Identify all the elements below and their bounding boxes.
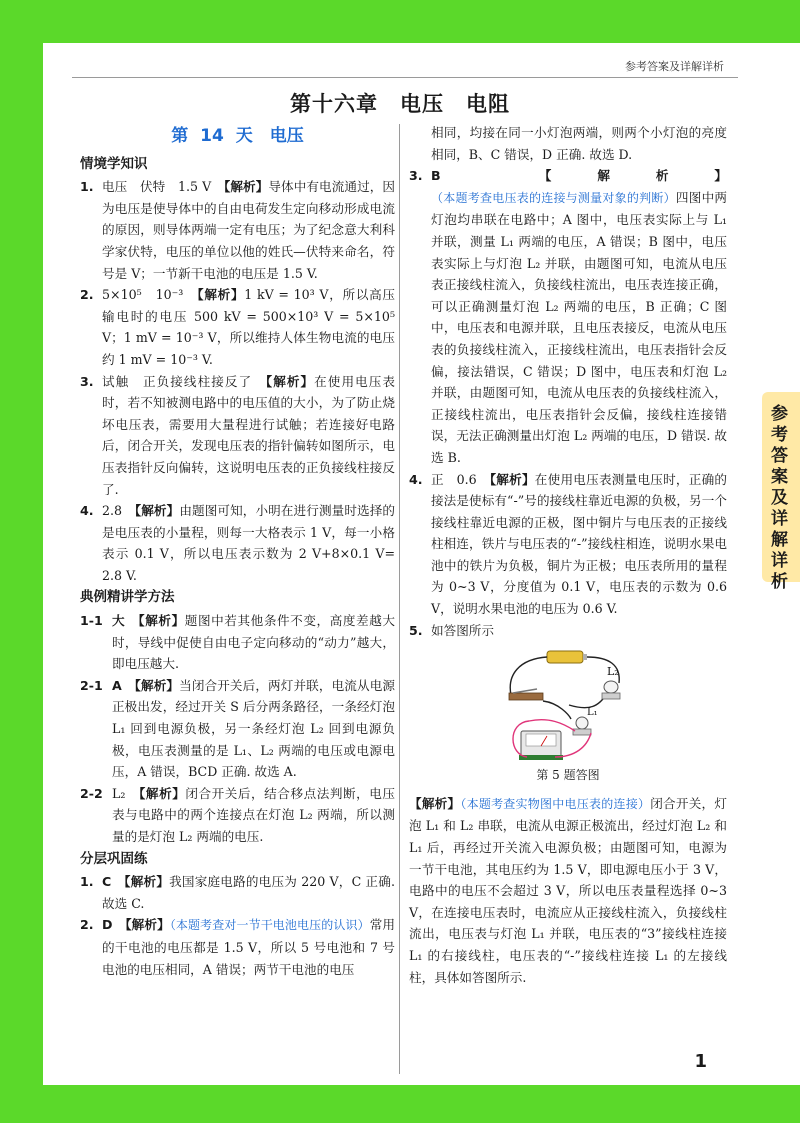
item-answer: 电压 伏特 1.5 V: [102, 179, 224, 195]
item-number: 2-2: [80, 785, 103, 801]
item-answer: B: [431, 168, 546, 184]
label-l1: L₁: [587, 707, 598, 719]
lamp-l2-icon: [604, 681, 618, 693]
analysis-tag: 【解析】: [134, 503, 180, 519]
example-item-2-1: [80, 675, 395, 783]
answer-5-analysis: [409, 793, 727, 988]
bottom-green-band: [0, 1085, 800, 1123]
answer-item-1: [80, 176, 395, 284]
day-title: 第 14 天 电压: [171, 126, 304, 146]
analysis-tag: 【解析】: [409, 795, 461, 811]
item-answer: C: [102, 874, 125, 890]
top-green-band: [0, 0, 800, 43]
item-number: 2-1: [80, 677, 103, 693]
header-rule: [72, 77, 738, 78]
side-tab-label: 参考答案及详解详析: [771, 404, 788, 592]
item-text: 如答图所示: [431, 622, 494, 638]
answer-item-4: [80, 500, 395, 586]
figure-caption: 第 5 题答图: [536, 768, 600, 783]
item-answer: 2.8: [102, 503, 135, 519]
item-text: 我国家庭电路的电压为 220 V，C 正确. 故选 C.: [102, 874, 395, 911]
column-divider: [399, 124, 400, 1074]
continued-text: 相同，均接在同一小灯泡两端，则两个小灯泡的亮度相同，B、C 错误，D 正确. 故选 D.: [431, 125, 727, 162]
right-column: [409, 122, 727, 988]
analysis-tag: 【解析】: [138, 613, 185, 629]
section-title-practice: 分层巩固练: [80, 850, 148, 867]
circuit-answer-figure: [499, 645, 639, 765]
item-number: 1-1: [80, 613, 103, 629]
item-text: 导体中有电流通过，因为电压是使导体中的自由电荷发生定向移动形成电流的原因，则导体两端一定有电压；为了纪念意大利科学家伏特，电压的单位以他的姓氏—伏特来命名，符号是 V；一节新干电池的电压是 1.5 V.: [102, 179, 396, 281]
example-item-2-2: [80, 783, 395, 848]
analysis-tag: 【解析】: [125, 917, 170, 933]
left-column: [80, 122, 395, 980]
item-number: 1.: [80, 179, 94, 195]
item-text: 1 kV = 10³ V，所以高压输电时的电压 500 kV = 500×10³ V = 5×10⁵ V；1 mV = 10⁻³ V，所以维持人体生物电流的电压约 1 mV = 10⁻³ V.: [102, 287, 396, 367]
item-number: 4.: [80, 503, 94, 519]
section-title-examples: 典例精讲学方法: [80, 589, 175, 606]
practice-item-3: [409, 165, 727, 468]
topic-note: （本题考查电压表的连接与测量对象的判断）: [431, 190, 676, 205]
item-text: 在使用电压表测量电压时，正确的接法是使标有“-”号的接线柱靠近电源的负极，另一个接线柱靠近电源的正极，图中铜片与电压表的正接线柱相连，铁片与电压表的“-”接线柱相连，说明水果电池中的铁片为负极，铜片为正极；电压表所用的量程为 0~3 V，分度值为 0.1 V，电压表的示数为 0.6 V，说明水果电池的电压为 0.6 V.: [431, 471, 728, 617]
practice-item-1: [80, 871, 395, 914]
topic-note: （本题考查实物图中电压表的连接）: [460, 796, 651, 811]
item-text: 当闭合开关后，两灯并联，电流从电源正极出发，经过开关 S 后分两条路径，一条经灯泡 L₁ 回到电源负极，另一条经灯泡 L₂ 回到电源负极，电压表测量的是 L₁、L₂ 两端的电压或电源电压，A 错误，BCD 正确. 故选 A.: [112, 677, 396, 780]
side-tab: [762, 392, 800, 592]
topic-note: （本题考查对一节干电池电压的认识）: [169, 918, 370, 933]
item-number: 1.: [80, 874, 94, 890]
item-number: 3.: [409, 168, 423, 184]
item-text: 题图中若其他条件不变，高度差越大时，导线中促使自由电子定向移动的“动力”越大，即电压越大.: [112, 613, 396, 672]
analysis-tag: 【解析】: [265, 373, 315, 389]
section-title-situation: 情境学知识: [80, 155, 148, 172]
item-text: 在使用电压表时，若不知被测电路中的电压值的大小，为了防止烧坏电压表，需要用大量程进行试触；若连接好电路后，闭合开关，发现电压表的指针偏转如图所示，电压表指针反向偏转，这说明电压表的正负接线柱接反了.: [102, 373, 396, 497]
item-answer: D: [102, 917, 126, 933]
answer-item-2: [80, 284, 395, 370]
item-answer: 正 0.6: [431, 471, 490, 487]
item-answer: 试触 正负接线柱接反了: [102, 373, 266, 389]
item-text: 闭合开关，灯泡 L₁ 和 L₂ 串联，电流从电源正极流出，经过灯泡 L₂ 和 L₁ 后，再经过开关流入电源负极；由题图可知，电源为一节干电池，其电压约为 1.5 V，即电源电压小于 3 V，电路中的电压不会超过 3 V，所以电压表量程选择 0~3 V，在连接电压表时，电流应从正接线柱流入，负接线柱流出，电压表与灯泡 L₁ 并联，电压表的“3”接线柱连接 L₁ 的右接线柱，电压表的“-”接线柱连接 L₁ 的左接线柱，具体如答图所示.: [409, 795, 727, 985]
analysis-tag: 【解析】: [124, 874, 170, 890]
practice-item-5: [409, 620, 727, 642]
analysis-tag: 【解析】: [134, 677, 180, 693]
running-header: 参考答案及详解详析: [625, 60, 724, 73]
analysis-tag: 【解析】: [197, 287, 245, 303]
page-number: 1: [694, 1051, 707, 1072]
item-text: 闭合开关后，结合移点法判断，电压表与电路中的两个连接点在灯泡 L₂ 两端，所以测量的是灯泡 L₂ 两端的电压.: [112, 785, 395, 844]
left-green-band: [0, 0, 43, 1123]
analysis-tag: 【解析】: [139, 785, 186, 801]
analysis-tag: 【解析】: [223, 179, 269, 195]
item-number: 4.: [409, 471, 423, 487]
example-item-1-1: [80, 610, 395, 675]
item-answer: A: [112, 677, 135, 693]
lamp-l1-icon: [576, 717, 588, 729]
item-answer: 5×10⁵ 10⁻³: [102, 287, 198, 303]
item-text: 四图中两灯泡均串联在电路中；A 图中，电压表实际上与 L₁ 并联，测量 L₁ 两端的电压，A 错误；B 图中，电压表实际上与灯泡 L₂ 并联，由题图可知，电流从电压表正接线柱流入，负接线柱流出，电压表连接正确，可以正确测量灯泡 L₂ 两端的电压，B 正确；C 图中，电压表和电源并联，且电压表接反，电流从电压表的负接线柱流入，正接线柱流出，电压表指针会反偏，接法错误，C 错误；D 图中，电压表和灯泡 L₂ 并联，由题图可知，电流从电压表的负接线柱流入，正接线柱流出，电压表指针会反偏，接线柱连接错误，无法正确测量出灯泡 L₂ 两端的电压，D 错误. 故选 B.: [431, 189, 727, 465]
answer-item-3: [80, 371, 395, 501]
item-number: 5.: [409, 622, 423, 638]
battery-icon: [547, 651, 583, 663]
item-number: 2.: [80, 287, 94, 303]
label-l2: L₂: [607, 665, 619, 679]
practice-item-2: [80, 914, 395, 980]
item-answer: 大: [112, 613, 139, 629]
chapter-title: 第十六章 电压 电阻: [290, 92, 510, 116]
item-number: 2.: [80, 917, 94, 933]
practice-item-4: [409, 469, 727, 620]
item-answer: L₂: [112, 785, 140, 801]
item-number: 3.: [80, 373, 94, 389]
circuit-diagram: [499, 645, 639, 765]
analysis-tag: 【解析】: [545, 168, 728, 184]
switch-icon: [509, 693, 543, 700]
item-text: 常用的干电池的电压都是 1.5 V，所以 5 号电池和 7 号电池的电压相同，A 错误；两节干电池的电压: [102, 917, 396, 977]
item-text: 由题图可知，小明在进行测量时选择的是电压表的小量程，则每一大格表示 1 V，每一小格表示 0.1 V，所以电压表示数为 2 V+8×0.1 V= 2.8 V.: [102, 503, 396, 583]
analysis-tag: 【解析】: [489, 471, 535, 487]
